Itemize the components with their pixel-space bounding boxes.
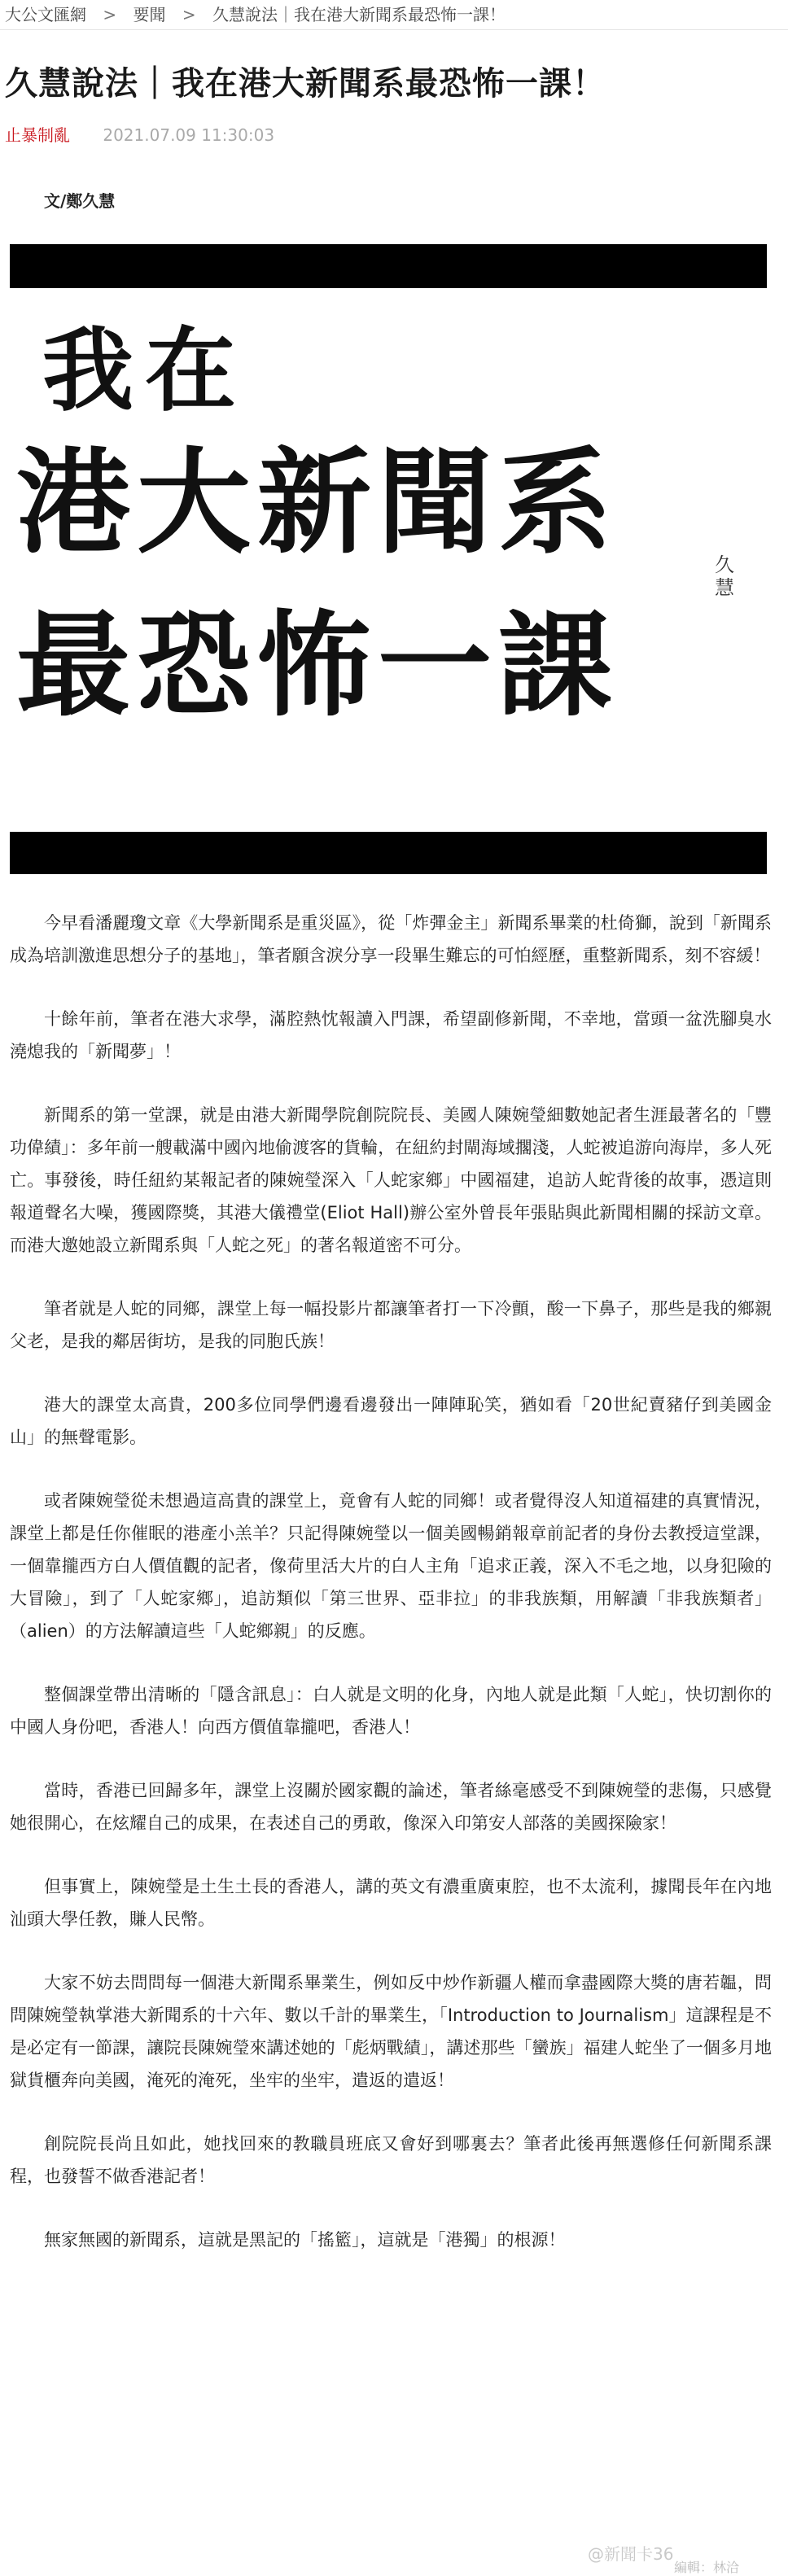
hero-calligraphy-line-3: 最恐怖一課 [16, 599, 619, 733]
article-title: 久慧說法｜我在港大新聞系最恐怖一課！ [5, 65, 606, 103]
article-paragraph: 創院院長尚且如此，她找回來的教職員班底又會好到哪裏去？筆者此後再無選修任何新聞系課程，也發誓不做香港記者！ [10, 2134, 772, 2186]
hero-signature-seal: 久慧 [715, 553, 734, 599]
article-paragraph: 今早看潘麗瓊文章《大學新聞系是重災區》，從「炸彈金主」新聞系畢業的杜倚獅，說到「新聞系成為培訓激進思想分子的基地」，筆者願含淚分享一段畢生難忘的可怕經歷，重整新聞系，刻不容緩！ [10, 913, 772, 965]
article-datetime: 2021.07.09 11:30:03 [103, 125, 275, 145]
article-paragraph: 無家無國的新聞系，這就是黑記的「搖籃」，這就是「港獨」的根源！ [44, 2230, 566, 2250]
article-paragraph: 當時，香港已回歸多年，課堂上沒關於國家觀的論述，筆者絲毫感受不到陳婉瑩的悲傷，只感覺她很開心，在炫耀自己的成果，在表述自己的勇敢，像深入印第安人部落的美國探險家！ [10, 1781, 772, 1833]
article-paragraph: 大家不妨去問問每一個港大新聞系畢業生，例如反中炒作新疆人權而拿盡國際大獎的唐若韞，問問陳婉瑩執掌港大新聞系的十六年、數以千計的畢業生，「Introduction to Journalism」這課程是不是必定有一節課，讓院長陳婉瑩來講述她的「彪炳戰績」，講述那些「蠻族」福建人蛇坐了一個多月地獄貨櫃奔向美國，淹死的淹死，坐牢的坐牢，遣返的遣返！ [10, 1973, 772, 2090]
article-paragraph: 整個課堂帶出清晰的「隱含訊息」：白人就是文明的化身，內地人就是此類「人蛇」，快切割你的中國人身份吧，香港人！向西方價值靠攏吧，香港人！ [10, 1685, 772, 1737]
article-paragraph: 港大的課堂太高貴，200多位同學們邊看邊發出一陣陣恥笑，猶如看「20世紀賣豬仔到美國金山」的無聲電影。 [10, 1395, 772, 1447]
breadcrumb-current: 久慧說法｜我在港大新聞系最恐怖一課！ [212, 5, 506, 24]
breadcrumb [0, 0, 788, 30]
hero-calligraphy-line-1: 我在 [42, 317, 247, 424]
article-paragraph: 十餘年前，筆者在港大求學，滿腔熱忱報讀入門課，希望副修新聞，不幸地，當頭一盆洗腳臭水澆熄我的「新聞夢」！ [10, 1009, 772, 1061]
article-byline: 文/鄭久慧 [44, 191, 116, 211]
weibo-watermark: @新聞卡36 [588, 2544, 674, 2564]
hero-black-bar-top [10, 244, 767, 288]
article-body [0, 907, 788, 2256]
article-meta [5, 122, 788, 146]
article-tag-link[interactable]: 止暴制亂 [5, 125, 70, 145]
editor-note: 編輯：林洽 [674, 2560, 740, 2575]
breadcrumb-section-link[interactable]: 要聞 [133, 5, 166, 24]
breadcrumb-site-link[interactable]: 大公文匯網 [5, 5, 86, 24]
hero-calligraphy-image [10, 244, 767, 874]
article-paragraph: 筆者就是人蛇的同鄉，課堂上每一幅投影片都讓筆者打一下冷顫，酸一下鼻子，那些是我的鄉親父老，是我的鄰居街坊，是我的同胞氏族！ [10, 1299, 772, 1351]
article-paragraph: 新聞系的第一堂課，就是由港大新聞學院創院院長、美國人陳婉瑩細數她記者生涯最著名的「豐功偉績」：多年前一艘載滿中國內地偷渡客的貨輪，在紐約封閘海域擱淺，人蛇被追游向海岸，多人死亡。事發後，時任紐約某報記者的陳婉瑩深入「人蛇家鄉」中國福建，追訪人蛇背後的故事，憑這則報道聲名大噪，獲國際獎，其港大儀禮堂(Eliot Hall)辦公室外曾長年張貼與此新聞相關的採訪文章。而港大邀她設立新聞系與「人蛇之死」的著名報道密不可分。 [10, 1105, 772, 1255]
hero-calligraphy-line-2: 港大新聞系 [16, 436, 619, 570]
article-paragraph: 或者陳婉瑩從未想過這高貴的課堂上，竟會有人蛇的同鄉！或者覺得沒人知道福建的真實情況，課堂上都是任你催眠的港產小羔羊？只記得陳婉瑩以一個美國暢銷報章前記者的身份去教授這堂課，一個靠攏西方白人價值觀的記者，像荷里活大片的白人主角「追求正義，深入不毛之地，以身犯險的大冒險」，到了「人蛇家鄉」，追訪類似「第三世界、亞非拉」的非我族類，用解讀「非我族類者」（alien）的方法解讀這些「人蛇鄉親」的反應。 [10, 1491, 772, 1641]
breadcrumb-separator: > [103, 5, 117, 24]
breadcrumb-separator: > [182, 5, 196, 24]
article-paragraph: 但事實上，陳婉瑩是土生土長的香港人，講的英文有濃重廣東腔，也不太流利，據聞長年在內地汕頭大學任教，賺人民幣。 [10, 1877, 772, 1929]
hero-black-bar-bottom [10, 832, 767, 874]
